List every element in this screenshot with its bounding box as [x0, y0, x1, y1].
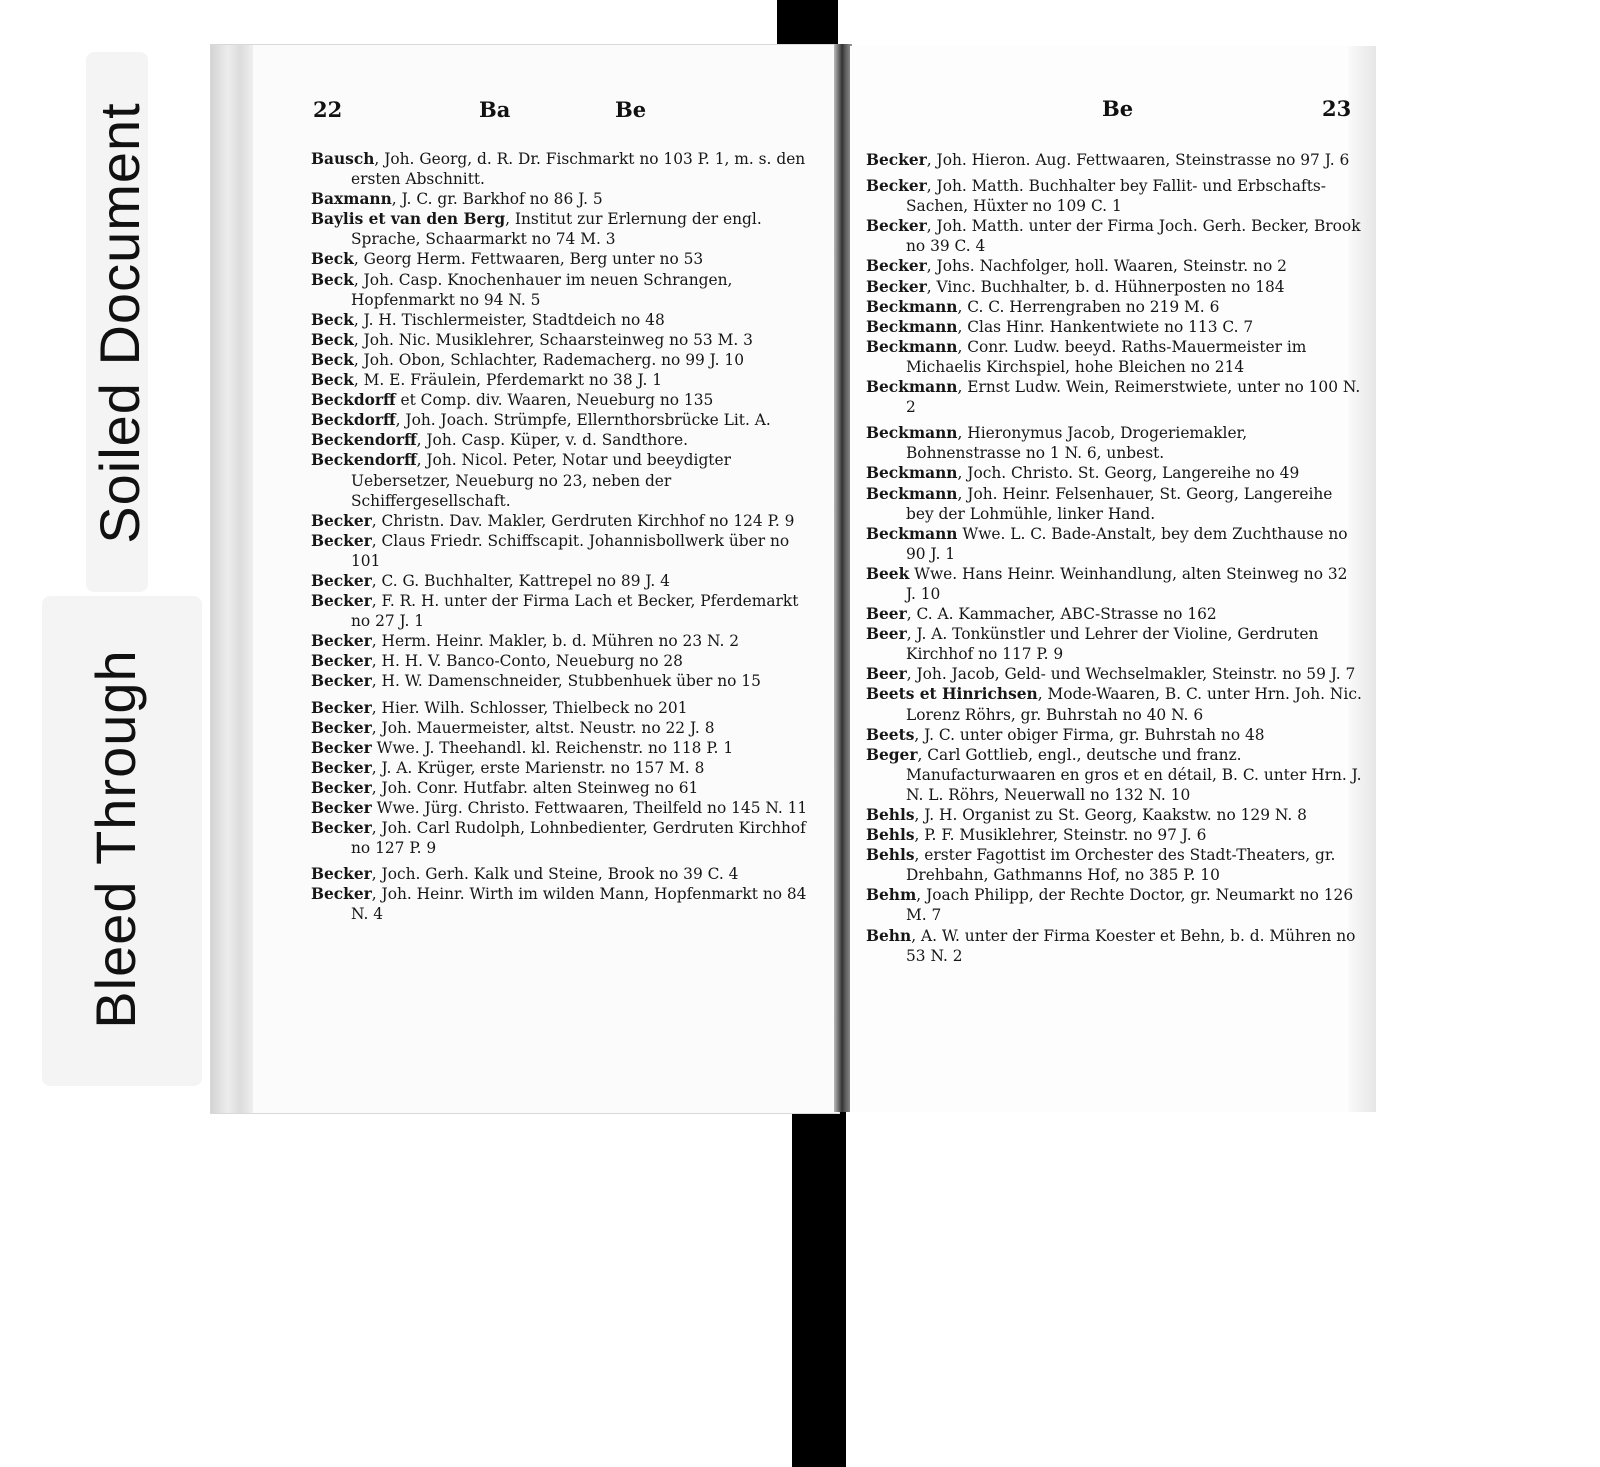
- directory-entry: [311, 511, 811, 531]
- entry-name: Becker: [311, 531, 372, 550]
- entry-name: Beger: [866, 745, 918, 764]
- entry-name: Beckmann: [866, 297, 958, 316]
- entry-name: Beck: [311, 270, 354, 289]
- directory-entry: [866, 337, 1362, 377]
- entry-name: Beckdorff: [311, 391, 396, 410]
- entry-name: Becker: [311, 758, 372, 777]
- directory-entry: [311, 209, 811, 249]
- entry-details: , Joh. Casp. Küper, v. d. Sandthore.: [416, 431, 688, 450]
- entry-details: Wwe. L. C. Bade-Anstalt, bey dem Zuchthause no 90 J. 1: [906, 524, 1348, 563]
- entry-name: Behls: [866, 806, 915, 824]
- entry-name: Beckmann: [866, 424, 958, 443]
- entry-details: , Joh. Nic. Musiklehrer, Schaarsteinweg no 53 M. 3: [353, 330, 753, 349]
- entry-details: , erster Fagottist im Orchester des Stadt-Theaters, gr. Drehbahn, Gathmanns Hof, no 385 P. 10: [906, 846, 1336, 885]
- entry-name: Becker: [311, 799, 372, 817]
- directory-entry: [311, 249, 811, 269]
- entry-name: Beck: [311, 350, 354, 369]
- entry-name: Beck: [311, 310, 354, 329]
- directory-entry: [866, 176, 1362, 216]
- entry-details: , F. R. H. unter der Firma Lach et Becker, Pferdemarkt no 27 J. 1: [351, 592, 799, 631]
- entry-details: , Joh. Casp. Knochenhauer im neuen Schrangen, Hopfenmarkt no 94 N. 5: [351, 270, 733, 309]
- entry-name: Becker: [311, 571, 372, 590]
- entry-details: , J. C. unter obiger Firma, gr. Buhrstah no 48: [914, 725, 1265, 744]
- directory-entry: [866, 725, 1362, 745]
- entry-details: , J. H. Tischlermeister, Stadtdeich no 48: [353, 310, 665, 329]
- entry-name: Becker: [866, 257, 927, 276]
- directory-entry: [311, 818, 811, 858]
- entry-name: Becker: [311, 672, 372, 691]
- entry-details: , Vinc. Buchhalter, b. d. Hühnerposten no 184: [926, 277, 1285, 296]
- entry-name: Becker: [311, 698, 372, 717]
- entry-details: , P. F. Musiklehrer, Steinstr. no 97 J. 6: [914, 826, 1207, 845]
- entry-name: Baylis et van den Berg: [311, 210, 506, 229]
- directory-entry: [311, 310, 811, 330]
- left-directory-entries: [311, 149, 811, 925]
- directory-entry: [311, 390, 811, 410]
- entry-details: , Joch. Christo. St. Georg, Langereihe no 49: [957, 464, 1300, 483]
- entry-details: , C. C. Herrengraben no 219 M. 6: [957, 297, 1220, 316]
- directory-entry: [866, 825, 1362, 845]
- entry-details: , Joh. Heinr. Felsenhauer, St. Georg, Langereihe bey der Lohmühle, linker Hand.: [906, 484, 1333, 523]
- directory-entry: [866, 604, 1362, 624]
- entry-details: , J. H. Organist zu St. Georg, Kaakstw. no 129 N. 8: [914, 806, 1307, 824]
- right-directory-entries: [866, 150, 1362, 966]
- entry-name: Beck: [311, 250, 354, 269]
- entry-details: , Joh. Mauermeister, altst. Neustr. no 22 J. 8: [371, 718, 715, 737]
- entry-name: Becker: [866, 177, 927, 196]
- entry-details: , Joh. Jacob, Geld- und Wechselmakler, Steinstr. no 59 J. 7: [906, 665, 1356, 684]
- entry-name: Beckmann: [866, 524, 958, 543]
- entry-details: , M. E. Fräulein, Pferdemarkt no 38 J. 1: [353, 371, 663, 390]
- directory-entry: [866, 524, 1362, 564]
- entry-details: , Joh. Conr. Hutfabr. alten Steinweg no 61: [371, 778, 699, 797]
- entry-details: , J. A. Tonkünstler und Lehrer der Violine, Gerdruten Kirchhof no 117 P. 9: [906, 625, 1319, 664]
- directory-entry: [311, 430, 811, 450]
- entry-details: , Joh. Matth. unter der Firma Joch. Gerh. Becker, Brook no 39 C. 4: [906, 217, 1361, 256]
- entry-details: , H. W. Damenschneider, Stubbenhuek über no 15: [371, 672, 761, 691]
- entry-name: Becker: [311, 885, 372, 904]
- entry-name: Becker: [866, 277, 927, 296]
- directory-entry: [866, 664, 1362, 684]
- directory-entry: [311, 758, 811, 778]
- entry-details: et Comp. div. Waaren, Neueburg no 135: [395, 391, 714, 410]
- soiled-document-label: Soiled Document: [88, 102, 151, 544]
- directory-entry: [311, 571, 811, 591]
- directory-entry: [866, 277, 1362, 297]
- entry-name: Becker: [311, 652, 372, 671]
- entry-details: , Hier. Wilh. Schlosser, Thielbeck no 201: [371, 698, 688, 717]
- directory-entry: [866, 885, 1362, 925]
- directory-entry: [311, 631, 811, 651]
- directory-entry: [311, 698, 811, 718]
- directory-entry: [311, 718, 811, 738]
- entry-details: , Joh. Nicol. Peter, Notar und beeydigter Uebersetzer, Neueburg no 23, neben der Schiffergesellschaft.: [351, 451, 731, 510]
- entry-details: , Claus Friedr. Schiffscapit. Johannisbollwerk über no 101: [351, 531, 790, 570]
- entry-name: Becker: [311, 778, 372, 797]
- directory-entry: [866, 624, 1362, 664]
- entry-name: Beck: [311, 330, 354, 349]
- entry-name: Behls: [866, 826, 915, 845]
- directory-entry: [311, 884, 811, 924]
- entry-name: Behls: [866, 846, 915, 865]
- entry-name: Beets et Hinrichsen: [866, 685, 1038, 704]
- entry-name: Beckdorff: [311, 411, 396, 430]
- directory-entry: [311, 671, 811, 691]
- entry-name: Beek: [866, 564, 910, 583]
- entry-name: Becker: [311, 738, 372, 757]
- directory-entry: [866, 216, 1362, 256]
- left-page: [210, 44, 840, 1114]
- directory-entry: [311, 531, 811, 571]
- entry-details: , Joh. Heinr. Wirth im wilden Mann, Hopfenmarkt no 84 N. 4: [351, 885, 807, 924]
- directory-entry: [866, 256, 1362, 276]
- entry-name: Beckmann: [866, 317, 958, 336]
- entry-details: , J. C. gr. Barkhof no 86 J. 5: [391, 190, 603, 209]
- directory-entry: [866, 484, 1362, 524]
- entry-name: Beckendorff: [311, 431, 417, 450]
- entry-details: , A. W. unter der Firma Koester et Behn, b. d. Mühren no 53 N. 2: [906, 926, 1356, 965]
- directory-entry: [866, 805, 1362, 825]
- entry-name: Becker: [311, 819, 372, 838]
- directory-entry: [866, 745, 1362, 805]
- directory-entry: [311, 270, 811, 310]
- directory-entry: [311, 330, 811, 350]
- entry-name: Beckendorff: [311, 451, 417, 470]
- entry-name: Becker: [311, 511, 372, 530]
- entry-name: Beer: [866, 665, 907, 684]
- directory-entry: [866, 684, 1362, 724]
- directory-entry: [311, 350, 811, 370]
- directory-entry: [866, 845, 1362, 885]
- entry-details: , Christn. Dav. Makler, Gerdruten Kirchhof no 124 P. 9: [371, 511, 795, 530]
- directory-entry: [866, 150, 1362, 170]
- entry-name: Becker: [311, 865, 372, 884]
- entry-name: Beckmann: [866, 378, 958, 397]
- entry-details: , Joh. Hieron. Aug. Fettwaaren, Steinstrasse no 97 J. 6: [926, 151, 1350, 169]
- entry-name: Beets: [866, 725, 915, 744]
- left-header-ba: Ba: [479, 97, 511, 122]
- directory-entry: [311, 410, 811, 430]
- entry-details: , Herm. Heinr. Makler, b. d. Mühren no 23 N. 2: [371, 632, 740, 651]
- entry-name: Beckmann: [866, 464, 958, 483]
- entry-details: , Hieronymus Jacob, Drogeriemakler, Bohnenstrasse no 1 N. 6, unbest.: [906, 424, 1248, 463]
- entry-details: , Joh. Carl Rudolph, Lohnbedienter, Gerdruten Kirchhof no 127 P. 9: [351, 819, 806, 858]
- left-page-edge: [211, 45, 253, 1113]
- right-header-be: Be: [1102, 96, 1134, 121]
- entry-details: , Mode-Waaren, B. C. unter Hrn. Joh. Nic. Lorenz Röhrs, gr. Buhrstah no 40 N. 6: [906, 685, 1362, 724]
- directory-entry: [866, 463, 1362, 483]
- entry-details: , J. A. Krüger, erste Marienstr. no 157 M. 8: [371, 758, 705, 777]
- directory-entry: [866, 564, 1362, 604]
- left-header-be: Be: [615, 97, 647, 122]
- spine-bottom-bar: [792, 1112, 846, 1467]
- directory-entry: [311, 738, 811, 758]
- bleed-through-label: Bleed Through: [84, 649, 147, 1029]
- entry-details: Wwe. J. Theehandl. kl. Reichenstr. no 118 P. 1: [371, 738, 734, 757]
- entry-details: Wwe. Jürg. Christo. Fettwaaren, Theilfeld no 145 N. 11: [371, 799, 808, 817]
- entry-details: , Carl Gottlieb, engl., deutsche und franz. Manufacturwaaren en gros et en détail, B. C. unter Hrn. J. N. L. Röhrs, Neuerwall no 132 N. 10: [906, 745, 1362, 804]
- entry-details: , Conr. Ludw. beeyd. Raths-Mauermeister im Michaelis Kirchspiel, hohe Bleichen no 214: [906, 337, 1307, 376]
- entry-details: , Clas Hinr. Hankentwiete no 113 C. 7: [957, 317, 1254, 336]
- entry-details: , Georg Herm. Fettwaaren, Berg unter no 53: [353, 250, 704, 269]
- entry-name: Becker: [866, 151, 927, 169]
- entry-name: Behm: [866, 886, 917, 905]
- directory-entry: [866, 377, 1362, 417]
- entry-name: Becker: [311, 592, 372, 611]
- entry-name: Becker: [866, 217, 927, 236]
- entry-details: , Joh. Matth. Buchhalter bey Fallit- und Erbschafts-Sachen, Hüxter no 109 C. 1: [906, 177, 1326, 216]
- entry-details: , Institut zur Erlernung der engl. Sprache, Schaarmarkt no 74 M. 3: [351, 210, 762, 249]
- right-page: [850, 46, 1376, 1112]
- entry-name: Becker: [311, 718, 372, 737]
- entry-details: , Joach Philipp, der Rechte Doctor, gr. Neumarkt no 126 M. 7: [906, 886, 1354, 925]
- entry-details: , Johs. Nachfolger, holl. Waaren, Steinstr. no 2: [926, 257, 1287, 276]
- entry-name: Bausch: [311, 150, 375, 168]
- open-book: [210, 32, 1376, 1114]
- directory-entry: [866, 317, 1362, 337]
- directory-entry: [866, 297, 1362, 317]
- entry-details: , C. G. Buchhalter, Kattrepel no 89 J. 4: [371, 571, 670, 590]
- entry-name: Beer: [866, 605, 907, 624]
- directory-entry: [866, 926, 1362, 966]
- entry-details: Wwe. Hans Heinr. Weinhandlung, alten Steinweg no 32 J. 10: [906, 564, 1348, 603]
- entry-name: Beckmann: [866, 484, 958, 503]
- entry-name: Beck: [311, 371, 354, 390]
- entry-details: , Joch. Gerh. Kalk und Steine, Brook no 39 C. 4: [371, 865, 739, 884]
- entry-name: Beer: [866, 625, 907, 644]
- directory-entry: [311, 798, 811, 818]
- directory-entry: [311, 189, 811, 209]
- directory-entry: [866, 423, 1362, 463]
- directory-entry: [311, 370, 811, 390]
- directory-entry: [311, 864, 811, 884]
- entry-details: , Ernst Ludw. Wein, Reimerstwiete, unter no 100 N. 2: [906, 378, 1361, 417]
- entry-name: Behn: [866, 926, 912, 945]
- entry-details: , Joh. Georg, d. R. Dr. Fischmarkt no 103 P. 1, m. s. den ersten Abschnitt.: [351, 150, 806, 189]
- directory-entry: [311, 651, 811, 671]
- entry-details: , Joh. Joach. Strümpfe, Ellernthorsbrücke Lit. A.: [395, 411, 771, 430]
- directory-entry: [311, 149, 811, 189]
- directory-entry: [311, 450, 811, 510]
- directory-entry: [311, 778, 811, 798]
- entry-name: Beckmann: [866, 337, 958, 356]
- entry-name: Baxmann: [311, 190, 392, 209]
- right-page-number: 23: [1322, 96, 1352, 121]
- left-page-number: 22: [313, 97, 343, 122]
- entry-name: Becker: [311, 632, 372, 651]
- entry-details: , C. A. Kammacher, ABC-Strasse no 162: [906, 605, 1217, 624]
- entry-details: , Joh. Obon, Schlachter, Rademacherg. no 99 J. 10: [353, 350, 745, 369]
- directory-entry: [311, 591, 811, 631]
- entry-details: , H. H. V. Banco-Conto, Neueburg no 28: [371, 652, 683, 671]
